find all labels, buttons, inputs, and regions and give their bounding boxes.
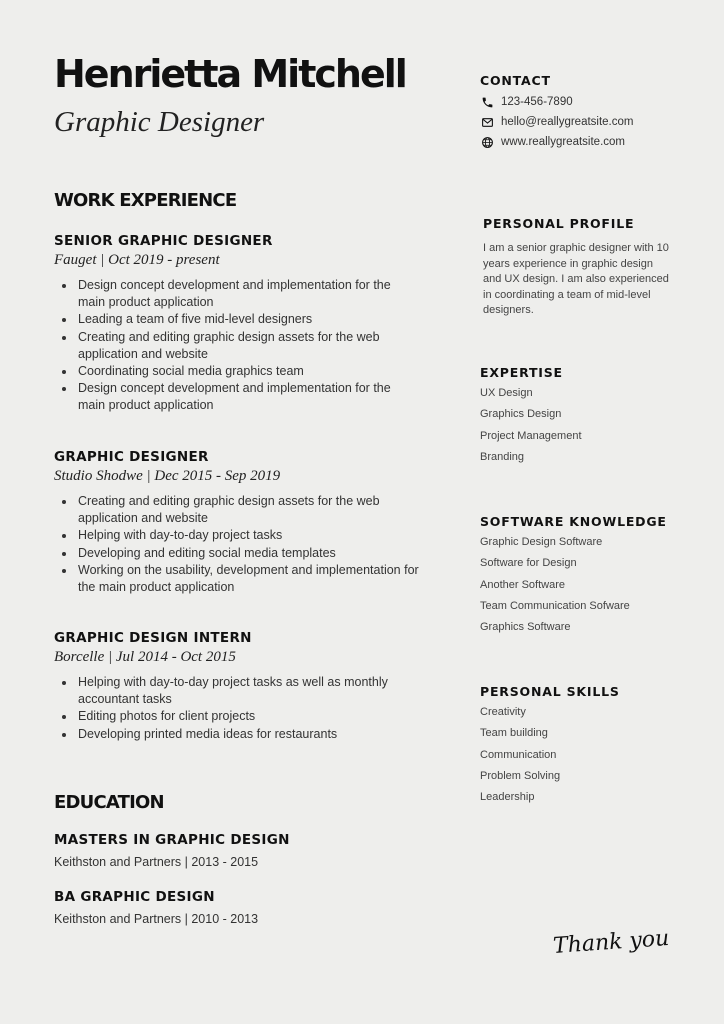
job-company-dates: Borcelle | Jul 2014 - Oct 2015 bbox=[54, 649, 236, 665]
personal-profile-text: I am a senior graphic designer with 10 years experience in graphic design and UX design. I am also experienced in coordinating a team of mid-level designers. bbox=[483, 242, 669, 316]
job-title: GRAPHIC DESIGNER bbox=[54, 449, 209, 465]
candidate-name: Henrietta Mitchell bbox=[54, 52, 406, 96]
skills-list bbox=[480, 702, 560, 808]
personal-profile-heading: PERSONAL PROFILE bbox=[483, 216, 635, 231]
phone-number: 123-456-7890 bbox=[501, 96, 573, 108]
job-title: SENIOR GRAPHIC DESIGNER bbox=[54, 233, 273, 249]
thank-you-signature: Thank you bbox=[552, 925, 671, 960]
skill-item: Communication bbox=[480, 748, 557, 761]
expertise-item: Graphics Design bbox=[480, 408, 562, 421]
degree-institution-dates: Keithston and Partners | 2013 - 2015 bbox=[54, 855, 259, 869]
job-duty: • Creating and editing graphic design assets for the web application and website bbox=[76, 329, 421, 363]
job-duty: • Editing photos for client projects bbox=[76, 708, 421, 725]
personal-skills-heading: PERSONAL SKILLS bbox=[480, 684, 620, 699]
job-duty: • Developing and editing social media templates bbox=[76, 545, 421, 562]
candidate-role: Graphic Designer bbox=[54, 106, 265, 138]
degree-title: BA GRAPHIC DESIGN bbox=[54, 889, 215, 905]
contact-list bbox=[481, 92, 633, 152]
job-duty: • Leading a team of five mid-level designers bbox=[76, 311, 421, 328]
skill-item: Team building bbox=[480, 727, 548, 740]
contact-phone bbox=[481, 92, 633, 112]
job-duty: • Working on the usability, development and implementation for the main product application bbox=[76, 562, 421, 596]
software-knowledge-heading: SOFTWARE KNOWLEDGE bbox=[480, 514, 667, 529]
job-entry bbox=[54, 630, 421, 743]
expertise-item: Project Management bbox=[480, 429, 582, 442]
software-item: Graphic Design Software bbox=[480, 536, 603, 548]
contact-email bbox=[481, 112, 633, 132]
software-item: Team Communication Sofware bbox=[480, 599, 630, 612]
job-duties bbox=[54, 493, 421, 596]
expertise-heading: EXPERTISE bbox=[480, 365, 563, 380]
phone-icon bbox=[481, 96, 494, 109]
software-item: Software for Design bbox=[480, 557, 577, 570]
software-list bbox=[480, 532, 630, 638]
job-duty: • Coordinating social media graphics team bbox=[76, 363, 421, 380]
email-address: hello@reallygreatsite.com bbox=[501, 116, 634, 128]
software-item: Graphics Software bbox=[480, 621, 571, 634]
contact-heading: CONTACT bbox=[480, 73, 551, 88]
job-company-dates: Studio Shodwe | Dec 2015 - Sep 2019 bbox=[54, 468, 281, 484]
expertise-item: Branding bbox=[480, 450, 525, 463]
degree-title: MASTERS IN GRAPHIC DESIGN bbox=[54, 832, 290, 848]
job-company-dates: Fauget | Oct 2019 - present bbox=[54, 252, 220, 268]
job-entry bbox=[54, 233, 421, 415]
expertise-list bbox=[480, 383, 582, 468]
skill-item: Leadership bbox=[480, 791, 535, 804]
job-duty: • Developing printed media ideas for restaurants bbox=[76, 726, 421, 743]
skill-item: Creativity bbox=[480, 706, 526, 718]
globe-icon bbox=[481, 136, 494, 149]
education-heading: EDUCATION bbox=[54, 792, 164, 813]
work-experience-heading: WORK EXPERIENCE bbox=[54, 190, 237, 211]
job-duty: • Helping with day-to-day project tasks as well as monthly accountant tasks bbox=[76, 674, 421, 708]
job-title: GRAPHIC DESIGN INTERN bbox=[54, 630, 252, 646]
degree-institution-dates: Keithston and Partners | 2010 - 2013 bbox=[54, 912, 259, 926]
job-entry bbox=[54, 449, 421, 596]
education-entry bbox=[54, 832, 290, 869]
skill-item: Problem Solving bbox=[480, 769, 561, 782]
email-icon bbox=[481, 116, 494, 129]
job-duty: • Design concept development and implementation for the main product application bbox=[76, 277, 421, 311]
job-duty: • Helping with day-to-day project tasks bbox=[76, 527, 421, 544]
website-url: www.reallygreatsite.com bbox=[501, 136, 625, 148]
expertise-item: UX Design bbox=[480, 387, 533, 399]
job-duty: • Creating and editing graphic design assets for the web application and website bbox=[76, 493, 421, 527]
education-entry bbox=[54, 889, 258, 926]
software-item: Another Software bbox=[480, 578, 565, 591]
job-duty: • Design concept development and implementation for the main product application bbox=[76, 380, 421, 414]
contact-website bbox=[481, 132, 633, 152]
job-duties bbox=[54, 674, 421, 743]
job-duties bbox=[54, 277, 421, 415]
